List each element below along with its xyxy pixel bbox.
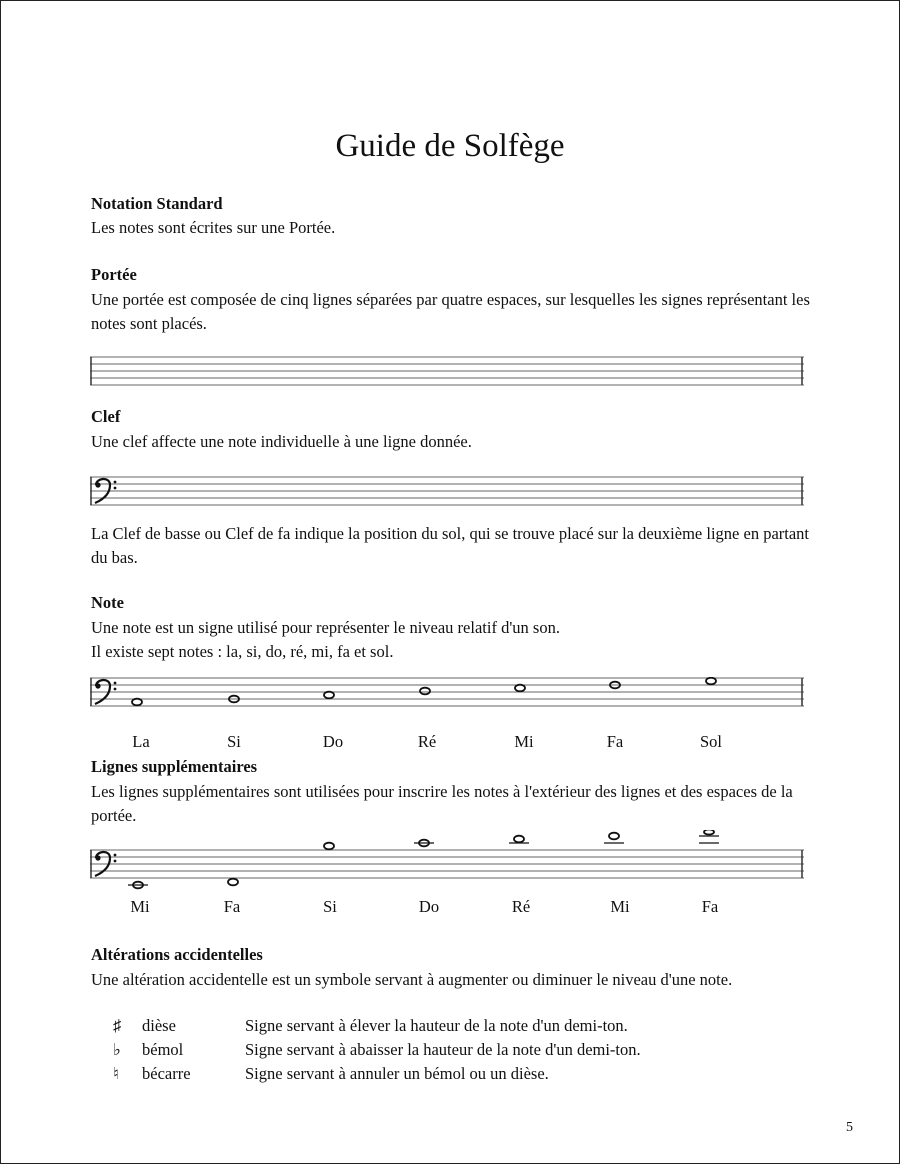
note-si-high [324, 843, 334, 850]
ledger-note-label: Si [323, 897, 337, 916]
text-alterations: Une altération accidentelle est un symbole servant à augmenter ou diminuer le niveau d'une note. [91, 970, 733, 989]
alteration-name: bémol [142, 1040, 184, 1059]
natural-icon: ♮ [113, 1064, 119, 1083]
page-title: Guide de Solfège [335, 128, 565, 164]
note-mi-high [609, 833, 619, 840]
ledger-note-label: Ré [511, 897, 531, 916]
sharp-icon: ♯ [113, 1016, 122, 1035]
note-re-high [514, 836, 524, 843]
text-clef: Une clef affecte une note individuelle à une ligne donnée. [91, 432, 472, 451]
note-mi [515, 685, 525, 692]
heading-clef: Clef [91, 407, 121, 426]
alteration-desc: Signe servant à abaisser la hauteur de la note d'un demi-ton. [245, 1040, 641, 1059]
note-do [324, 692, 334, 699]
alteration-desc: Signe servant à annuler un bémol ou un dièse. [245, 1064, 549, 1083]
staff-bass-clef [90, 476, 804, 506]
note-label: Ré [417, 732, 437, 751]
heading-notation-standard: Notation Standard [91, 194, 223, 213]
ledger-note-label: Fa [701, 897, 719, 916]
staff-ledger-lines [90, 830, 804, 892]
text-lignes-supplementaires: Les lignes supplémentaires sont utilisées pour inscrire les notes à l'extérieur des lignes et des espaces de la portée. [91, 782, 793, 825]
heading-portee: Portée [91, 265, 137, 284]
alteration-name: bécarre [142, 1064, 191, 1083]
text-sept-notes: Il existe sept notes : la, si, do, ré, mi, fa et sol. [91, 642, 394, 661]
page-number: 5 [846, 1120, 853, 1135]
ledger-note-label: Mi [130, 897, 150, 916]
ledger-note-label: Do [418, 897, 440, 916]
note-fa-low [228, 879, 238, 886]
note-label: Mi [514, 732, 534, 751]
note-label: Do [322, 732, 344, 751]
note-label: Sol [699, 732, 722, 751]
note-sol [706, 678, 716, 685]
note-label: Si [227, 732, 241, 751]
ledger-note-label: Fa [223, 897, 241, 916]
text-note: Une note est un signe utilisé pour représenter le niveau relatif d'un son. [91, 618, 560, 637]
heading-lignes-supplementaires: Lignes supplémentaires [91, 757, 258, 776]
flat-icon: ♭ [113, 1040, 121, 1059]
staff-seven-notes [90, 677, 804, 707]
note-la [132, 699, 142, 706]
text-portee: Une portée est composée de cinq lignes séparées par quatre espaces, sur lesquelles les signes représentant les notes sont placés. [91, 290, 810, 333]
staff-empty [90, 356, 804, 386]
alteration-name: dièse [142, 1016, 176, 1035]
alteration-desc: Signe servant à élever la hauteur de la note d'un demi-ton. [245, 1016, 628, 1035]
note-re [420, 688, 430, 695]
heading-note: Note [91, 593, 124, 612]
note-fa-high [704, 830, 714, 835]
ledger-note-label: Mi [610, 897, 630, 916]
heading-alterations: Altérations accidentelles [91, 945, 263, 964]
text-clef-de-fa: La Clef de basse ou Clef de fa indique la position du sol, qui se trouve placé sur la deuxième ligne en partant du bas. [91, 524, 809, 567]
text-notation-standard: Les notes sont écrites sur une Portée. [91, 218, 336, 237]
note-label: Fa [606, 732, 624, 751]
note-label: La [132, 732, 150, 751]
